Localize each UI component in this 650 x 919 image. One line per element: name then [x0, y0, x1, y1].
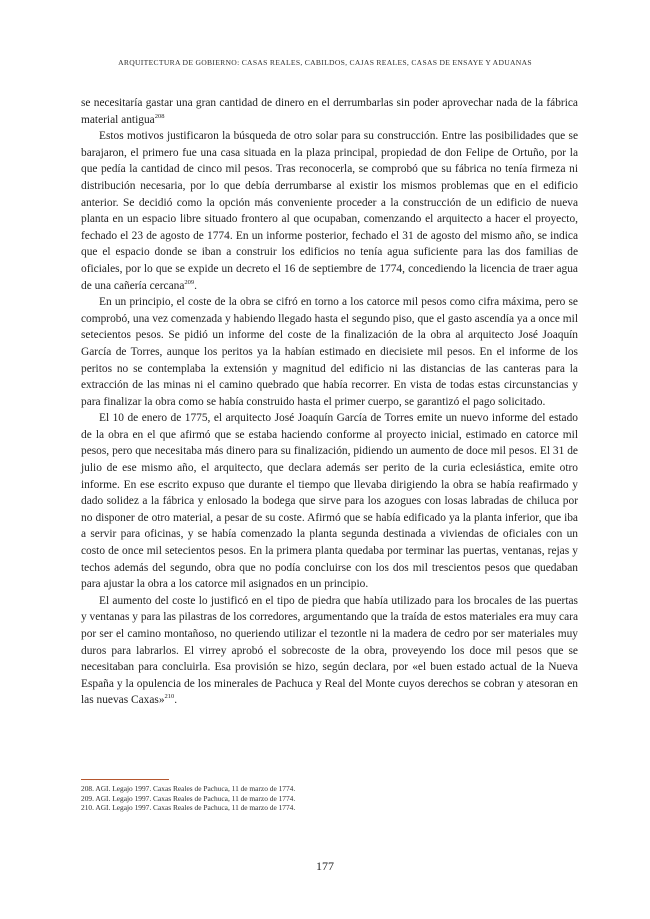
paragraph-text: El aumento del coste lo justificó en el tipo de piedra que había utilizado para los brocales de las puertas y ventanas y para las pilastras de los corredores, argumentando que la traída de estos materiales era muy cara por ser el camino montañoso, no queriendo utilizar el tezontle ni la madera de cedro por ser materiales muy duros para labrarlos. El virrey aprobó el sobrecoste de la obra, proveyendo los doce mil pesos que se necesitaban para concluirla. Esa provisión se hizo, según declara, por «el buen estado actual de la Nueva España y la opulencia de los minerales de Pachuca y Real del Monte cuyos derechos se cobran y atesoran en las nuevas Caxas» [81, 594, 578, 707]
footnote: 209. AGI. Legajo 1997. Caxas Reales de Pachuca, 11 de marzo de 1774. [81, 793, 296, 803]
footnote-ref: 210 [164, 693, 175, 701]
paragraph [81, 593, 578, 709]
paragraph [81, 410, 578, 593]
running-header: ARQUITECTURA DE GOBIERNO: CASAS REALES, CABILDOS, CAJAS REALES, CASAS DE ENSAYE Y ADUANAS [118, 58, 532, 67]
footnote-divider [81, 779, 169, 780]
page-number: 177 [316, 859, 334, 873]
body-text [81, 95, 578, 709]
footnote: 210. AGI. Legajo 1997. Caxas Reales de Pachuca, 11 de marzo de 1774. [81, 803, 296, 813]
footnote: 208. AGI. Legajo 1997. Caxas Reales de Pachuca, 11 de marzo de 1774. [81, 784, 296, 793]
paragraph-tail: . [194, 279, 197, 292]
paragraph [81, 294, 578, 410]
paragraph-text: se necesitaría gastar una gran cantidad de dinero en el derrumbarlas sin poder aprovechar nada de la fábrica material antigua [81, 97, 578, 126]
paragraph-text: El 10 de enero de 1775, el arquitecto José Joaquín García de Torres emite un nuevo informe del estado de la obra en el que afirmó que se estaba haciendo conforme al proyecto inicial, estimado en catorce mil pesos, pero que necesitaba más dinero para su finalización, pidiendo un aumento de doce mil pesos. El 31 de julio de ese mismo año, el arquitecto, que declara además ser perito de la curia eclesiástica, emite otro informe. En ese escrito expuso que durante el tiempo que llevaba dirigiendo la obra se había reafirmado y dado solidez a la fábrica y enlosado la bodega que sirve para los azogues con losas labradas de chiluca por no disponer de otro material, a pesar de su coste. Afirmó que se había edificado ya la planta inferior, que iba a servir para oficinas, y se había comenzado la planta segunda destinada a viviendas de oficiales con un costo de once mil setecientos pesos. En la primera planta quedaba por terminar las puertas, ventanas, rejas y techos además del segundo, obra que no podía concluirse con los dos mil trescientos pesos que quedaban para ajustar la obra a los catorce mil asignados en un principio. [81, 412, 578, 591]
paragraph-tail: . [174, 694, 178, 707]
footnote-ref: 209 [184, 278, 195, 286]
paragraph [81, 95, 578, 128]
paragraph-text: Estos motivos justificaron la búsqueda de otro solar para su construcción. Entre las posibilidades que se barajaron, el primero fue una casa situada en la plaza principal, propiedad de don Felipe de Ortuño, por la que pedía la cantidad de cinco mil pesos. Tras reconocerla, se comprobó que su fábrica no tenía firmeza ni distribución necesaria, por lo que debía derrumbarse al existir los mismos problemas que en el edificio anterior. Se decidió como la opción más conveniente proceder a la construcción de un edificio de nueva planta en un espacio libre situado frontero al que ocupaban, comenzando el arquitecto a hacer el proyecto, fechado el 23 de agosto de 1774. En un informe posterior, fechado el 31 de agosto del mismo año, se indica que el espacio donde se iban a construir los edificios no tenía agua suficiente para las dos familias de oficiales, por lo que se expide un decreto el 16 de septiembre de 1774, concediendo la licencia de traer agua de una cañería cercana [81, 130, 578, 292]
paragraph [81, 128, 578, 294]
footnotes [81, 784, 501, 813]
paragraph-text: En un principio, el coste de la obra se cifró en torno a los catorce mil pesos como cifra máxima, pero se comprobó, una vez comenzada y habiendo llegado hasta el segundo piso, que el gasto ascendía ya a once mil setecientos pesos. Se pidió un informe del coste de la finalización de la obra al arquitecto José Joaquín García de Torres, aunque los peritos ya la habían estimado en diecisiete mil pesos. En el informe de los peritos no se contemplaba la extensión y magnitud del edificio ni las distancias de las canteras para la extracción de las minas ni el camino quebrado que había recorrer. En vista de todas estas circunstancias y para finalizar la obra como se había construido hasta el primer cuerpo, se garantizó el pago solicitado. [81, 296, 578, 408]
footnote-ref: 208 [154, 112, 165, 120]
